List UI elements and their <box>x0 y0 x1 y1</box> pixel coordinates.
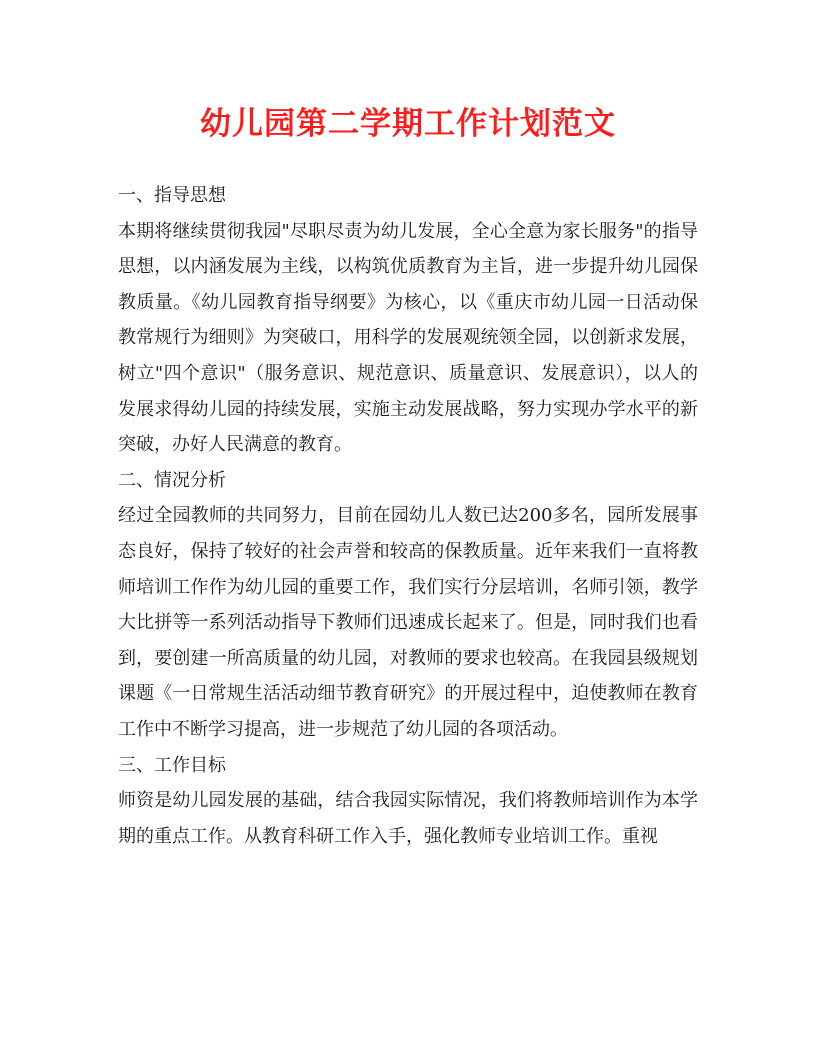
document-body <box>118 178 698 854</box>
document-page <box>118 0 698 1056</box>
section-heading-guiding-ideology: 一、指导思想 <box>118 185 226 206</box>
section-heading-situation-analysis: 二、情况分析 <box>118 469 226 491</box>
document-title: 幼儿园第二学期工作计划范文 <box>200 106 616 142</box>
section-paragraph-guiding-ideology: 本期将继续贯彻我园"尽职尽责为幼儿发展，全心全意为家长服务"的指导思想，以内涵发展为主线，以构筑优质教育为主旨，进一步提升幼儿园保教质量。《幼儿园教育指导纲要》为核心，以《重庆市幼儿园一日活动保教常规行为细则》为突破口，用科学的发展观统领全园，以创新求发展，树立"四个意识"（服务意识、规范意识、质量意识、发展意识），以人的发展求得幼儿园的持续发展，实施主动发展战略，努力实现办学水平的新突破，办好人民满意的教育。 <box>118 220 698 456</box>
section-heading-work-goals: 三、工作目标 <box>118 754 226 776</box>
section-paragraph-situation-analysis: 经过全园教师的共同努力，目前在园幼儿人数已达200多名，园所发展事态良好，保持了较好的社会声誉和较高的保教质量。近年来我们一直将教师培训工作作为幼儿园的重要工作，我们实行分层培训，名师引领，教学大比拼等一系列活动指导下教师们迅速成长起来了。但是，同时我们也看到，要创建一所高质量的幼儿园，对教师的要求也较高。在我园县级规划课题《一日常规生活活动细节教育研究》的开展过程中，迫使教师在教育工作中不断学习提高，进一步规范了幼儿园的各项活动。 <box>118 505 698 740</box>
section-paragraph-work-goals: 师资是幼儿园发展的基础，结合我园实际情况，我们将教师培训作为本学期的重点工作。从教育科研工作入手，强化教师专业培训工作。重视 <box>118 790 698 847</box>
